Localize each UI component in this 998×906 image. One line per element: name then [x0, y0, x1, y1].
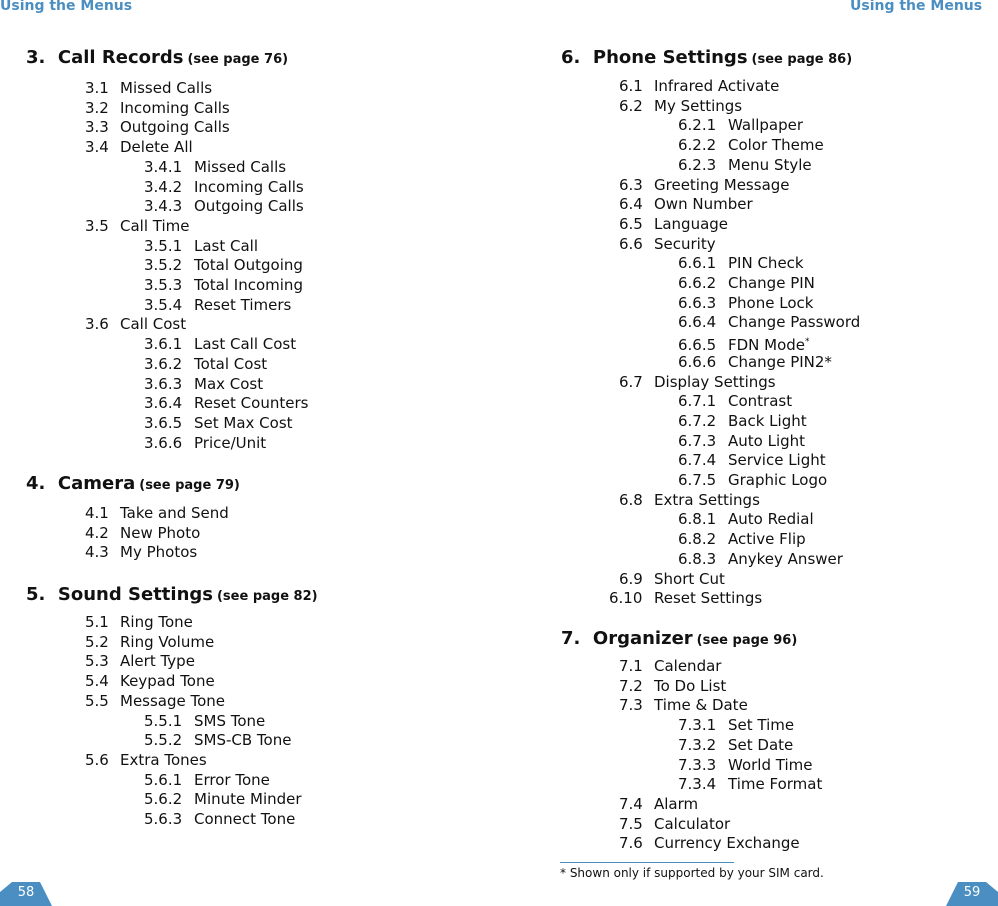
- menu-list-item: [609, 588, 762, 608]
- menu-item-label: Outgoing Calls: [194, 197, 304, 215]
- menu-item-number: 7.3.1: [678, 716, 717, 734]
- menu-item-number: 7.2: [619, 677, 643, 695]
- menu-item-label: Language: [654, 215, 729, 233]
- menu-item-label: Total Cost: [194, 355, 268, 373]
- menu-list-item: [144, 374, 263, 394]
- menu-item-label: Minute Minder: [194, 790, 302, 808]
- menu-list-item: [85, 137, 193, 157]
- menu-list-item: [144, 177, 304, 197]
- menu-item-label: Auto Light: [728, 432, 806, 450]
- menu-list-item: [678, 155, 812, 175]
- menu-item-number: 6.3: [619, 176, 643, 194]
- menu-list-item: [678, 774, 822, 794]
- menu-item-label: Change PIN: [728, 274, 815, 292]
- menu-list-item: [85, 216, 189, 236]
- menu-item-number: 6.7.2: [678, 412, 717, 430]
- menu-item-number: 6.5: [619, 215, 643, 233]
- page-number-left: 58: [17, 885, 35, 900]
- menu-item-label: My Photos: [120, 543, 198, 561]
- menu-list-item: [678, 352, 832, 372]
- menu-list-item: [85, 314, 186, 334]
- menu-list-item: [85, 691, 225, 711]
- menu-item-label: Call Cost: [120, 315, 187, 333]
- menu-item-number: 4.3: [85, 543, 109, 561]
- footnote-marker: *: [805, 337, 810, 347]
- menu-item-number: 7.1: [619, 657, 643, 675]
- section-title-s6: [561, 47, 852, 68]
- section-page-ref: (see page 76): [187, 52, 289, 67]
- menu-list-item: [619, 695, 748, 715]
- menu-list-item: [619, 569, 725, 589]
- menu-list-item: [144, 770, 270, 790]
- menu-item-label: Service Light: [728, 451, 826, 469]
- menu-item-number: 5.4: [85, 672, 109, 690]
- menu-item-label: Short Cut: [654, 570, 725, 588]
- menu-list-item: [144, 809, 295, 829]
- menu-list-item: [678, 253, 804, 273]
- menu-list-item: [678, 273, 815, 293]
- menu-item-number: 6.8: [619, 491, 643, 509]
- menu-item-label: SMS-CB Tone: [194, 731, 292, 749]
- menu-item-number: 6.7.1: [678, 392, 717, 410]
- menu-item-number: 6.2.3: [678, 156, 717, 174]
- footnote: * Shown only if supported by your SIM card.: [560, 866, 824, 880]
- menu-item-label: Reset Timers: [194, 296, 292, 314]
- menu-item-number: 3.4.2: [144, 178, 183, 196]
- menu-item-label: Ring Volume: [120, 633, 215, 651]
- menu-item-number: 6.8.2: [678, 530, 717, 548]
- menu-item-number: 5.6.2: [144, 790, 183, 808]
- menu-list-item: [144, 711, 265, 731]
- menu-item-number: 6.10: [609, 589, 643, 607]
- menu-list-item: [619, 794, 698, 814]
- menu-item-number: 3.2: [85, 99, 109, 117]
- menu-item-number: 6.4: [619, 195, 643, 213]
- menu-item-label: World Time: [728, 756, 813, 774]
- section-number: 7.: [561, 628, 593, 649]
- menu-item-label: Outgoing Calls: [120, 118, 230, 136]
- menu-list-item: [144, 196, 304, 216]
- menu-list-item: [85, 750, 207, 770]
- menu-list-item: [85, 98, 230, 118]
- menu-item-label: My Settings: [654, 97, 743, 115]
- menu-item-number: 5.5: [85, 692, 109, 710]
- menu-item-number: 6.7: [619, 373, 643, 391]
- menu-item-number: 6.2.2: [678, 136, 717, 154]
- menu-item-number: 3.6.3: [144, 375, 183, 393]
- menu-list-item: [144, 236, 258, 256]
- menu-item-label: PIN Check: [728, 254, 804, 272]
- menu-list-item: [678, 470, 827, 490]
- menu-list-item: [619, 194, 753, 214]
- menu-list-item: [678, 391, 792, 411]
- menu-item-number: 7.3: [619, 696, 643, 714]
- menu-list-item: [619, 234, 716, 254]
- menu-list-item: [678, 431, 805, 451]
- menu-item-number: 3.6.2: [144, 355, 183, 373]
- menu-list-item: [144, 334, 296, 354]
- menu-list-item: [678, 529, 806, 549]
- menu-item-label: Reset Settings: [654, 589, 763, 607]
- section-page-ref: (see page 79): [139, 478, 240, 493]
- section-number: 5.: [26, 584, 58, 605]
- section-page-ref: (see page 96): [696, 633, 798, 648]
- menu-item-label: Phone Lock: [728, 294, 814, 312]
- menu-list-item: [678, 115, 803, 135]
- menu-item-label: Reset Counters: [194, 394, 309, 412]
- menu-list-item: [619, 214, 728, 234]
- menu-item-label: New Photo: [120, 524, 201, 542]
- menu-item-label: Greeting Message: [654, 176, 790, 194]
- menu-list-item: [85, 671, 215, 691]
- menu-item-number: 6.6.2: [678, 274, 717, 292]
- page-number-tab-right: [946, 878, 998, 906]
- section-title-s5: [26, 584, 318, 605]
- menu-list-item: [619, 676, 726, 696]
- menu-item-label: SMS Tone: [194, 712, 266, 730]
- left-header-title: Using the Menus: [0, 0, 133, 14]
- menu-list-item: [619, 833, 800, 853]
- menu-list-item: [144, 393, 308, 413]
- menu-item-label: Missed Calls: [194, 158, 287, 176]
- menu-list-item: [144, 157, 286, 177]
- section-name: Sound Settings: [57, 584, 213, 605]
- menu-item-label: Back Light: [728, 412, 807, 430]
- menu-item-label: Extra Settings: [654, 491, 760, 509]
- section-name: Camera: [57, 473, 136, 494]
- menu-item-number: 6.8.3: [678, 550, 717, 568]
- menu-item-number: 7.3.2: [678, 736, 717, 754]
- menu-item-label: Ring Tone: [120, 613, 193, 631]
- menu-item-number: 3.4.1: [144, 158, 183, 176]
- menu-list-item: [678, 735, 793, 755]
- menu-item-number: 7.5: [619, 815, 643, 833]
- menu-item-number: 3.6.4: [144, 394, 183, 412]
- menu-item-label: Infrared Activate: [654, 77, 780, 95]
- menu-item-number: 5.2: [85, 633, 109, 651]
- menu-item-number: 5.6.1: [144, 771, 183, 789]
- menu-item-number: 6.6.1: [678, 254, 717, 272]
- menu-item-label: Take and Send: [120, 504, 229, 522]
- menu-item-label: Connect Tone: [194, 810, 296, 828]
- section-title-s3: [26, 47, 288, 68]
- menu-list-item: [619, 372, 776, 392]
- menu-item-number: 7.3.3: [678, 756, 717, 774]
- menu-list-item: [619, 96, 742, 116]
- menu-item-number: 6.7.5: [678, 471, 717, 489]
- menu-list-item: [678, 312, 860, 332]
- menu-item-number: 6.6.3: [678, 294, 717, 312]
- menu-item-label: Anykey Answer: [728, 550, 843, 568]
- menu-item-label: Graphic Logo: [728, 471, 828, 489]
- menu-list-item: [678, 293, 813, 313]
- menu-item-label: Time & Date: [654, 696, 748, 714]
- menu-item-number: 6.7.4: [678, 451, 717, 469]
- menu-item-label: Alert Type: [120, 652, 195, 670]
- menu-item-label: FDN Mode: [728, 336, 806, 354]
- menu-list-item: [85, 542, 197, 562]
- menu-list-item: [85, 503, 229, 523]
- menu-list-item: [144, 354, 267, 374]
- menu-item-label: To Do List: [654, 677, 727, 695]
- menu-item-number: 6.6.4: [678, 313, 717, 331]
- menu-item-number: 3.1: [85, 79, 109, 97]
- menu-item-label: Own Number: [654, 195, 753, 213]
- menu-list-item: [678, 549, 843, 569]
- menu-item-number: 6.8.1: [678, 510, 717, 528]
- menu-item-label: Alarm: [654, 795, 699, 813]
- menu-item-number: 4.2: [85, 524, 109, 542]
- menu-item-number: 3.6.6: [144, 434, 183, 452]
- menu-item-label: Message Tone: [120, 692, 226, 710]
- menu-item-number: 3.5: [85, 217, 109, 235]
- menu-list-item: [678, 411, 807, 431]
- menu-list-item: [619, 175, 790, 195]
- menu-item-number: 4.1: [85, 504, 109, 522]
- menu-item-number: 6.6.5: [678, 336, 717, 354]
- menu-item-label: Display Settings: [654, 373, 776, 391]
- menu-item-number: 6.1: [619, 77, 643, 95]
- menu-item-label: Set Time: [728, 716, 795, 734]
- section-page-ref: (see page 82): [216, 589, 318, 604]
- section-page-ref: (see page 86): [751, 52, 853, 67]
- menu-item-number: 7.6: [619, 834, 643, 852]
- menu-item-label: Set Max Cost: [194, 414, 293, 432]
- menu-item-label: Last Call Cost: [194, 335, 297, 353]
- menu-item-label: Change PIN2*: [728, 353, 832, 371]
- menu-list-item: [619, 814, 730, 834]
- menu-item-number: 3.5.4: [144, 296, 183, 314]
- menu-item-label: Extra Tones: [120, 751, 207, 769]
- menu-list-item: [85, 117, 230, 137]
- menu-item-label: Missed Calls: [120, 79, 213, 97]
- menu-item-label: Active Flip: [728, 530, 806, 548]
- menu-item-number: 7.3.4: [678, 775, 717, 793]
- section-number: 6.: [561, 47, 593, 68]
- menu-item-label: Currency Exchange: [654, 834, 800, 852]
- menu-item-label: Calendar: [654, 657, 722, 675]
- menu-list-item: [678, 135, 824, 155]
- menu-item-number: 6.2.1: [678, 116, 717, 134]
- section-name: Call Records: [57, 47, 184, 68]
- menu-list-item: [678, 715, 794, 735]
- menu-list-item: [678, 509, 814, 529]
- menu-item-number: 6.6.6: [678, 353, 717, 371]
- menu-item-label: Keypad Tone: [120, 672, 215, 690]
- section-number: 4.: [26, 473, 58, 494]
- menu-list-item: [678, 450, 826, 470]
- page-number-right: 59: [963, 885, 981, 900]
- section-title-s4: [26, 473, 240, 494]
- menu-item-number: 6.7.3: [678, 432, 717, 450]
- menu-item-label: Color Theme: [728, 136, 824, 154]
- menu-item-label: Total Incoming: [194, 276, 303, 294]
- menu-item-number: 5.6: [85, 751, 109, 769]
- menu-item-label: Max Cost: [194, 375, 264, 393]
- menu-item-label: Price/Unit: [194, 434, 267, 452]
- menu-item-label: Last Call: [194, 237, 259, 255]
- menu-list-item: [678, 755, 812, 775]
- menu-list-item: [144, 730, 291, 750]
- menu-item-number: 7.4: [619, 795, 643, 813]
- menu-item-number: 5.1: [85, 613, 109, 631]
- menu-item-number: 6.6: [619, 235, 643, 253]
- menu-list-item: [619, 656, 721, 676]
- menu-item-label: Incoming Calls: [194, 178, 304, 196]
- menu-list-item: [144, 433, 266, 453]
- menu-list-item: [619, 490, 760, 510]
- menu-item-number: 5.5.2: [144, 731, 183, 749]
- menu-item-number: 6.9: [619, 570, 643, 588]
- menu-item-label: Total Outgoing: [194, 256, 303, 274]
- menu-list-item: [144, 413, 293, 433]
- section-name: Organizer: [592, 628, 693, 649]
- menu-list-item: [144, 789, 302, 809]
- menu-list-item: [144, 255, 303, 275]
- menu-item-number: 5.5.1: [144, 712, 183, 730]
- menu-item-number: 3.3: [85, 118, 109, 136]
- menu-item-number: 6.2: [619, 97, 643, 115]
- menu-list-item: [144, 295, 291, 315]
- menu-item-label: Change Password: [728, 313, 861, 331]
- menu-list-item: [85, 78, 212, 98]
- menu-item-label: Call Time: [120, 217, 190, 235]
- section-name: Phone Settings: [592, 47, 748, 68]
- menu-item-label: Menu Style: [728, 156, 812, 174]
- menu-item-number: 3.5.2: [144, 256, 183, 274]
- menu-item-label: Incoming Calls: [120, 99, 230, 117]
- menu-list-item: [85, 523, 200, 543]
- menu-item-number: 3.5.3: [144, 276, 183, 294]
- section-title-s7: [561, 628, 797, 649]
- footnote-rule: [560, 862, 734, 863]
- menu-item-number: 3.6.5: [144, 414, 183, 432]
- menu-item-number: 3.5.1: [144, 237, 183, 255]
- section-number: 3.: [26, 47, 58, 68]
- menu-item-label: Error Tone: [194, 771, 270, 789]
- menu-list-item: [85, 651, 195, 671]
- menu-item-number: 5.6.3: [144, 810, 183, 828]
- right-header-title: Using the Menus: [850, 0, 983, 14]
- menu-list-item: [85, 612, 193, 632]
- menu-item-label: Security: [654, 235, 716, 253]
- menu-list-item: [144, 275, 303, 295]
- menu-item-label: Delete All: [120, 138, 193, 156]
- menu-item-label: Calculator: [654, 815, 731, 833]
- menu-item-number: 3.6: [85, 315, 109, 333]
- menu-list-item: [85, 632, 214, 652]
- menu-item-label: Wallpaper: [728, 116, 804, 134]
- menu-item-label: Contrast: [728, 392, 793, 410]
- menu-item-number: 3.6.1: [144, 335, 183, 353]
- menu-item-label: Set Date: [728, 736, 794, 754]
- menu-item-label: Time Format: [728, 775, 823, 793]
- menu-item-number: 3.4.3: [144, 197, 183, 215]
- menu-item-label: Auto Redial: [728, 510, 814, 528]
- menu-item-number: 3.4: [85, 138, 109, 156]
- page-number-tab-left: [0, 878, 52, 906]
- menu-list-item: [619, 76, 779, 96]
- menu-item-number: 5.3: [85, 652, 109, 670]
